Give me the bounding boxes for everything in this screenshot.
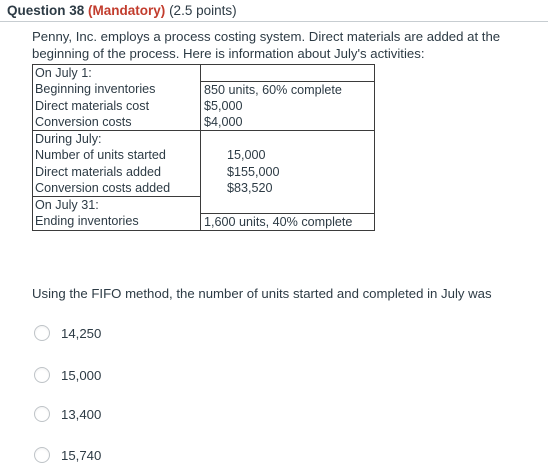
table-cell-value: 850 units, 60% complete xyxy=(201,81,375,98)
table-cell-value: $5,000 xyxy=(201,98,375,115)
table-cell-label: Direct materials added xyxy=(33,164,201,181)
table-cell-label: Ending inventories xyxy=(33,213,201,230)
table-row xyxy=(33,197,375,214)
table-cell-label: Direct materials cost xyxy=(33,98,201,115)
answer-label: 15,000 xyxy=(61,367,102,383)
table-row xyxy=(33,164,375,181)
radio-button[interactable] xyxy=(34,447,50,463)
table-cell-value: $4,000 xyxy=(201,114,375,131)
table-cell-value: $155,000 xyxy=(227,164,280,179)
table-cell-label: On July 31: xyxy=(33,197,201,214)
table-cell-value xyxy=(201,197,375,214)
table-cell-value: 15,000 xyxy=(227,148,266,163)
table-row xyxy=(33,180,375,197)
radio-button[interactable] xyxy=(34,325,50,341)
table-row xyxy=(33,213,375,230)
question-title xyxy=(7,3,237,18)
answer-option[interactable] xyxy=(34,364,234,386)
table-cell-label: During July: xyxy=(33,131,201,148)
table-cell-label: On July 1: xyxy=(33,65,201,82)
answer-option[interactable] xyxy=(34,444,234,466)
table-cell-label: Conversion costs xyxy=(33,114,201,131)
radio-button[interactable] xyxy=(34,367,50,383)
table-cell-label: Number of units started xyxy=(33,147,201,164)
question-header xyxy=(0,0,548,22)
table-row xyxy=(33,81,375,98)
answer-label: 14,250 xyxy=(61,325,102,341)
table-row xyxy=(33,98,375,115)
question-prompt: Using the FIFO method, the number of units started and completed in July was xyxy=(32,286,492,301)
table-cell-label: Beginning inventories xyxy=(33,81,201,98)
table-row xyxy=(33,147,375,164)
question-number: Question 38 xyxy=(7,3,85,18)
table-cell-label: Conversion costs added xyxy=(33,180,201,197)
data-table xyxy=(32,64,375,231)
table-cell-value: $83,520 xyxy=(227,181,273,196)
question-stem: Penny, Inc. employs a process costing system. Direct materials are added at the beginning of the process. Here is information about July's activities: xyxy=(32,29,501,61)
mandatory-label: (Mandatory) xyxy=(88,3,166,18)
table-cell-value: 1,600 units, 40% complete xyxy=(201,213,375,230)
answer-option[interactable] xyxy=(34,403,234,425)
table-cell-value xyxy=(201,131,375,148)
radio-button[interactable] xyxy=(34,406,50,422)
points-label: (2.5 points) xyxy=(169,3,237,18)
table-row xyxy=(33,131,375,148)
table-row xyxy=(33,114,375,131)
answer-label: 15,740 xyxy=(61,447,102,463)
table-row xyxy=(33,65,375,82)
answer-option[interactable] xyxy=(34,322,234,344)
answer-label: 13,400 xyxy=(61,406,102,422)
table-cell-value xyxy=(201,65,375,82)
